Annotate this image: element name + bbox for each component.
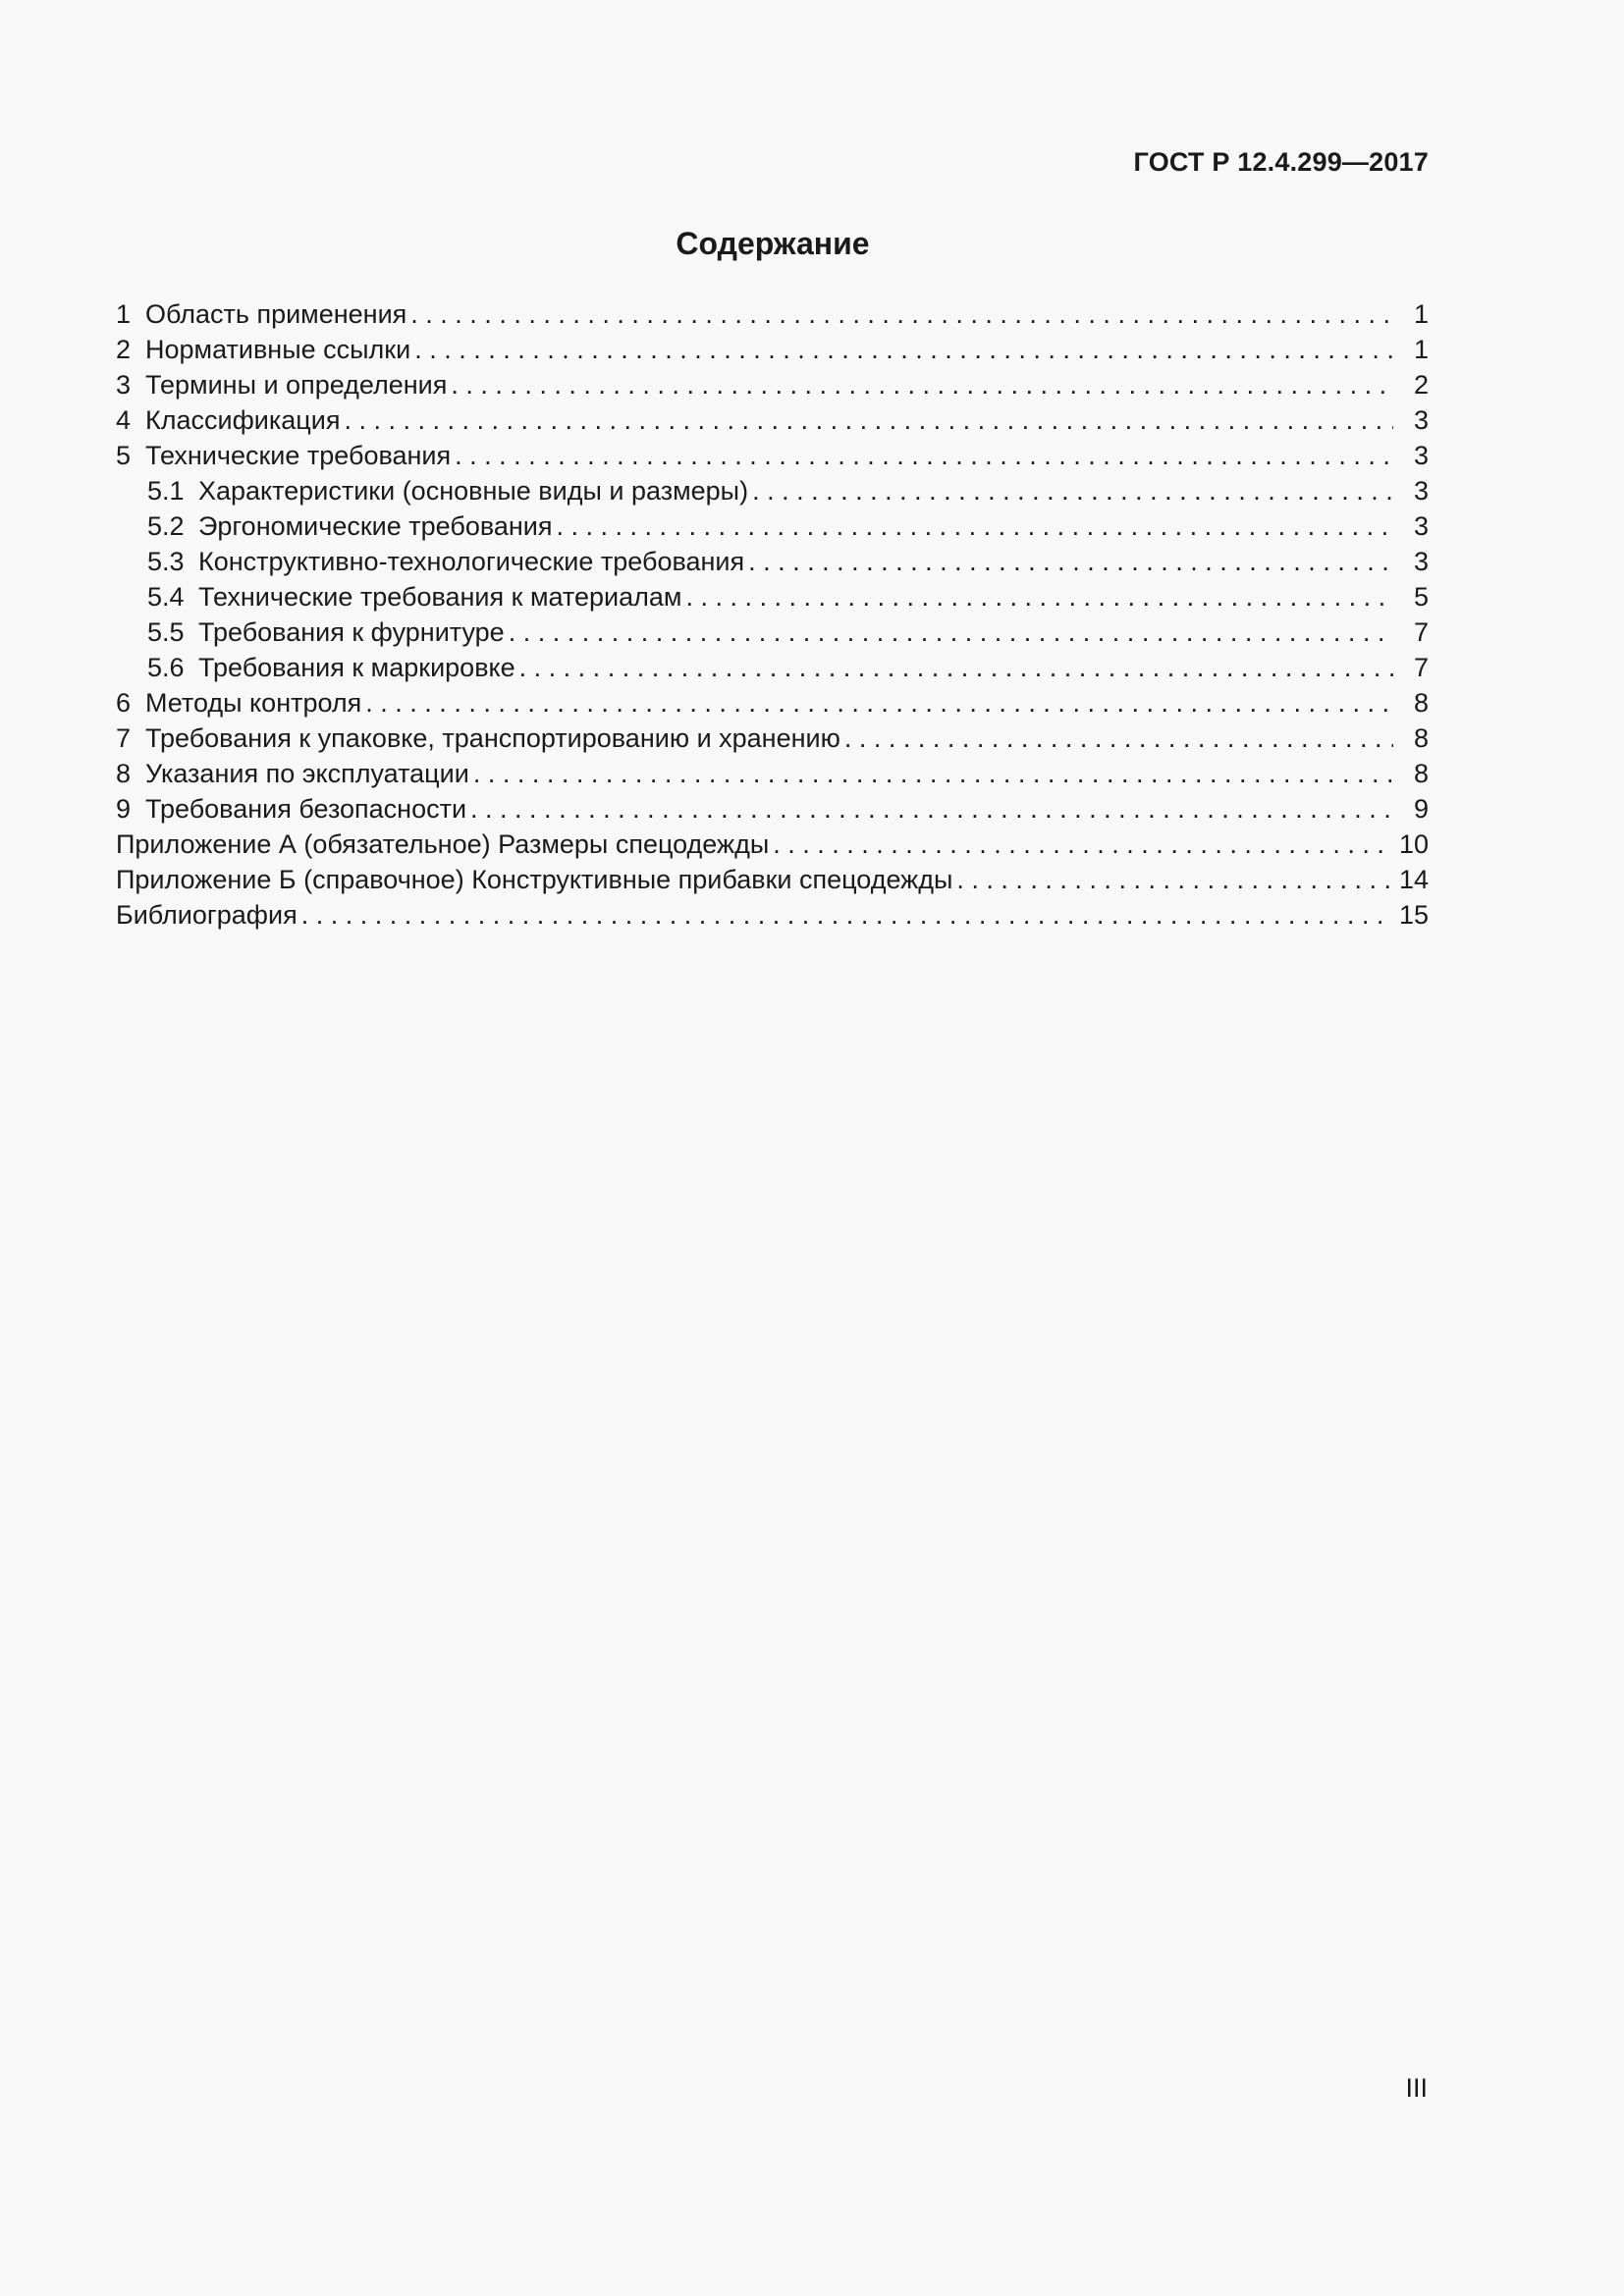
toc-entry[interactable]	[116, 579, 1429, 614]
toc-entry-number: 8	[116, 759, 132, 788]
toc-entry-label	[116, 367, 447, 402]
toc-entry-title: Технические требования	[145, 441, 452, 470]
toc-dot-leader	[509, 614, 1393, 650]
toc-entry-label	[116, 827, 769, 862]
toc-entry-title: Нормативные ссылки	[145, 335, 411, 364]
toc-entry-page: 5	[1413, 582, 1429, 612]
toc-entry-page: 1	[1413, 335, 1429, 364]
toc-dot-leader	[365, 685, 1393, 721]
toc-entry-page: 3	[1413, 441, 1429, 470]
page-title: Содержание	[676, 226, 870, 261]
toc-entry-label	[116, 791, 466, 827]
toc-entry-label	[147, 579, 681, 614]
toc-dot-leader	[773, 827, 1393, 862]
toc-entry-page: 3	[1413, 405, 1429, 435]
toc-entry-label	[116, 685, 361, 721]
toc-entry-page: 8	[1413, 723, 1429, 753]
toc-entry-title: Конструктивно-технологические требования	[198, 547, 745, 576]
toc-entry[interactable]	[116, 402, 1429, 438]
toc-entry[interactable]	[116, 862, 1429, 897]
toc-dot-leader	[301, 897, 1393, 933]
toc-entry-number: 5	[116, 441, 132, 470]
toc-entry[interactable]	[116, 897, 1429, 933]
toc-entry-number: 9	[116, 794, 132, 824]
toc-entry-number: 5.5	[147, 617, 185, 647]
toc-entry-number: 5.2	[147, 511, 185, 541]
toc-entry-title: Эргономические требования	[198, 511, 553, 541]
toc-entry-label	[147, 473, 748, 508]
toc-dot-leader	[410, 296, 1393, 332]
toc-entry-page: 3	[1413, 511, 1429, 541]
toc-entry-title: Приложение Б (справочное) Конструктивные прибавки спецодежды	[116, 865, 953, 894]
toc-entry[interactable]	[116, 685, 1429, 721]
toc-entry[interactable]	[116, 296, 1429, 332]
toc-entry-page: 9	[1413, 794, 1429, 824]
toc-dot-leader	[414, 332, 1393, 367]
toc-dot-leader	[844, 721, 1393, 756]
toc-entry[interactable]	[116, 650, 1429, 685]
toc-entry[interactable]	[116, 827, 1429, 862]
toc-entry-title: Классификация	[145, 405, 341, 435]
toc-entry[interactable]	[116, 438, 1429, 473]
toc-entry-label	[147, 544, 744, 579]
toc-entry[interactable]	[116, 721, 1429, 756]
toc-entry-title: Библиография	[116, 900, 298, 930]
toc-entry-number: 5.4	[147, 582, 185, 612]
toc-entry-number: 5.1	[147, 476, 185, 506]
toc-entry-page: 3	[1413, 547, 1429, 576]
toc-entry-number: 5.3	[147, 547, 185, 576]
toc-entry[interactable]	[116, 756, 1429, 791]
toc-entry-page: 2	[1413, 370, 1429, 400]
toc-entry-title: Требования к маркировке	[198, 653, 515, 682]
toc-entry-label	[116, 862, 952, 897]
toc-entry-page: 3	[1413, 476, 1429, 506]
toc-entry-page: 8	[1413, 759, 1429, 788]
toc-entry-title: Указания по эксплуатации	[145, 759, 469, 788]
toc-entry-label	[147, 650, 515, 685]
toc-entry-label	[116, 721, 840, 756]
toc-entry[interactable]	[116, 508, 1429, 544]
toc-entry-title: Требования к фурнитуре	[198, 617, 505, 647]
toc-dot-leader	[557, 508, 1393, 544]
toc-entry[interactable]	[116, 473, 1429, 508]
toc-entry[interactable]	[116, 614, 1429, 650]
toc-entry-page: 8	[1413, 688, 1429, 718]
toc-entry-number: 1	[116, 299, 132, 329]
toc-entry-title: Технические требования к материалам	[198, 582, 682, 612]
toc-dot-leader	[344, 402, 1393, 438]
toc-entry-label	[116, 756, 469, 791]
toc-dot-leader	[470, 791, 1393, 827]
toc-entry-number: 6	[116, 688, 132, 718]
toc-entry-title: Требования к упаковке, транспортированию и хранению	[145, 723, 840, 753]
toc-entry-title: Термины и определения	[145, 370, 448, 400]
toc-entry-title: Область применения	[145, 299, 407, 329]
toc-dot-leader	[473, 756, 1393, 791]
toc-entry-title: Характеристики (основные виды и размеры)	[198, 476, 749, 506]
toc-entry-title: Приложение А (обязательное) Размеры спецодежды	[116, 829, 770, 859]
toc-entry-page: 1	[1413, 299, 1429, 329]
toc-entry-number: 7	[116, 723, 132, 753]
toc-dot-leader	[451, 367, 1393, 402]
toc-entry-label	[116, 402, 340, 438]
toc-entry-label	[147, 508, 553, 544]
toc-entry-label	[116, 296, 406, 332]
toc-entry-page: 7	[1413, 617, 1429, 647]
toc-entry-label	[116, 438, 451, 473]
toc-entry-page: 14	[1399, 865, 1430, 894]
page-number: III	[1405, 2073, 1428, 2103]
toc-dot-leader	[752, 473, 1393, 508]
toc-entry-page: 10	[1399, 829, 1430, 859]
toc-entry-number: 3	[116, 370, 132, 400]
toc-entry-label	[147, 614, 505, 650]
toc-dot-leader	[956, 862, 1393, 897]
toc-entry-page: 15	[1399, 900, 1430, 930]
toc-entry-title: Требования безопасности	[145, 794, 467, 824]
toc-entry-label	[116, 897, 298, 933]
toc-entry[interactable]	[116, 791, 1429, 827]
toc-dot-leader	[748, 544, 1393, 579]
toc-entry-number: 4	[116, 405, 132, 435]
toc-entry-number: 2	[116, 335, 132, 364]
toc-dot-leader	[685, 579, 1393, 614]
toc-entry-label	[116, 332, 410, 367]
toc-entry[interactable]	[116, 367, 1429, 402]
toc-entry[interactable]	[116, 332, 1429, 367]
toc-entry-number: 5.6	[147, 653, 185, 682]
toc-entry-page: 7	[1413, 653, 1429, 682]
toc-dot-leader	[455, 438, 1393, 473]
toc-entry[interactable]	[116, 544, 1429, 579]
document-code: ГОСТ Р 12.4.299—2017	[1133, 147, 1429, 177]
toc-entry-title: Методы контроля	[145, 688, 362, 718]
table-of-contents	[116, 296, 1429, 933]
toc-dot-leader	[519, 650, 1393, 685]
